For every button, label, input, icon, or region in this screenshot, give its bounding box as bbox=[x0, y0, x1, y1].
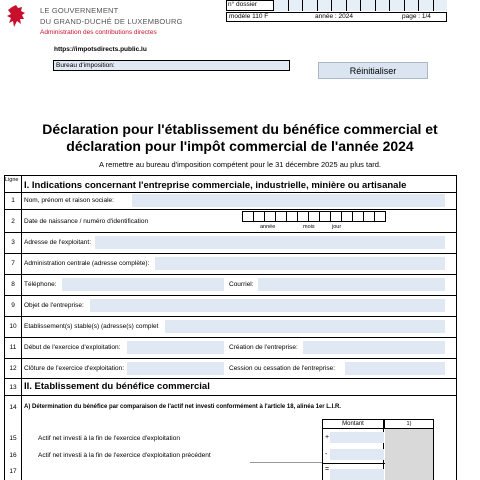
row-number: 9 bbox=[11, 302, 15, 309]
company-object-label: Objet de l'entreprise: bbox=[24, 302, 84, 309]
lion-emblem-icon bbox=[6, 5, 28, 29]
administration-name: Administration des contributions directes bbox=[40, 29, 157, 36]
fiscal-end-input[interactable] bbox=[127, 362, 224, 375]
divider bbox=[4, 175, 457, 176]
form-right-border bbox=[456, 175, 457, 480]
gov-name-line2: DU GRAND-DUCHÉ DE LUXEMBOURG bbox=[40, 17, 183, 26]
name-label: Nom, prénom et raison sociale: bbox=[24, 197, 114, 204]
row-number: 16 bbox=[9, 452, 17, 459]
central-admin-label: Administration centrale (adresse complète): bbox=[24, 260, 150, 267]
minus-sign: - bbox=[325, 451, 328, 458]
creation-label: Création de l'entreprise: bbox=[229, 344, 298, 351]
net-assets-diff-input[interactable] bbox=[330, 469, 384, 480]
divider bbox=[4, 358, 457, 359]
bureau-imposition-field[interactable] bbox=[53, 60, 290, 71]
model-label: modèle 110 F bbox=[229, 13, 269, 20]
form-title-line2: déclaration pour l'impôt commercial de l'année 2024 bbox=[66, 138, 414, 154]
divider bbox=[4, 209, 457, 210]
phone-input[interactable] bbox=[62, 278, 224, 291]
establishments-input[interactable] bbox=[165, 320, 445, 333]
year-caption: année bbox=[260, 224, 276, 230]
divider bbox=[4, 378, 457, 379]
divider bbox=[4, 274, 457, 275]
row-number: 13 bbox=[9, 384, 17, 391]
divider bbox=[4, 295, 457, 296]
establishments-label: Etablissement(s) stable(s) (adresse(s) complet bbox=[24, 323, 159, 330]
address-input[interactable] bbox=[95, 236, 445, 249]
cessation-input[interactable] bbox=[345, 362, 445, 375]
divider bbox=[4, 395, 457, 396]
website-url: https://impotsdirects.public.lu bbox=[54, 46, 147, 53]
name-input[interactable] bbox=[132, 194, 445, 207]
divider bbox=[4, 232, 457, 233]
year-label: année : 2024 bbox=[315, 13, 353, 20]
day-caption: jour bbox=[332, 224, 342, 230]
phone-label: Téléphone: bbox=[24, 281, 57, 288]
plus-sign: + bbox=[325, 434, 330, 441]
fiscal-start-input[interactable] bbox=[127, 341, 224, 354]
email-input[interactable] bbox=[258, 278, 445, 291]
row-number: 1 bbox=[11, 197, 15, 204]
row-number: 7 bbox=[11, 260, 15, 267]
montant-header: Montant bbox=[322, 419, 384, 429]
divider bbox=[4, 337, 457, 338]
page-label: page : 1/4 bbox=[402, 13, 431, 20]
ligne-header: Ligne bbox=[5, 177, 19, 183]
row-number: 17 bbox=[9, 468, 17, 475]
cessation-label: Cession ou cessation de l'entreprise: bbox=[229, 365, 336, 372]
row-number: 10 bbox=[9, 323, 17, 330]
net-assets-end-input[interactable] bbox=[330, 432, 384, 443]
address-label: Adresse de l'exploitant: bbox=[24, 239, 92, 246]
row-number: 8 bbox=[11, 281, 15, 288]
divider bbox=[250, 462, 322, 463]
email-label: Courriel: bbox=[229, 281, 254, 288]
net-assets-end-label: Actif net investi à la fin de l'exercice d'exploitation bbox=[38, 435, 180, 442]
row-number: 2 bbox=[11, 218, 15, 225]
net-assets-prev-input[interactable] bbox=[330, 449, 384, 460]
dossier-label: n° dossier bbox=[228, 1, 257, 8]
form-subtitle: A remettre au bureau d'imposition compétent pour le 31 décembre 2025 au plus tard. bbox=[98, 160, 382, 169]
row-number: 15 bbox=[9, 435, 17, 442]
note-header: 1) bbox=[384, 419, 434, 429]
divider bbox=[4, 192, 457, 193]
row-number: 14 bbox=[9, 404, 17, 411]
creation-input[interactable] bbox=[303, 341, 445, 354]
company-object-input[interactable] bbox=[90, 299, 445, 312]
model-info-row bbox=[226, 12, 447, 22]
row-number: 3 bbox=[11, 239, 15, 246]
dossier-number-input[interactable] bbox=[273, 0, 447, 11]
central-admin-input[interactable] bbox=[155, 257, 445, 270]
birthdate-label: Date de naissance / numéro d'identification bbox=[24, 218, 149, 225]
section2-heading: II. Etablissement du bénéfice commercial bbox=[24, 381, 210, 392]
form-title-line1: Déclaration pour l'établissement du bénéfice commercial et bbox=[42, 121, 438, 137]
net-assets-prev-label: Actif net investi à la fin de l'exercice d'exploitation précédent bbox=[38, 452, 211, 459]
divider bbox=[4, 316, 457, 317]
row-number: 11 bbox=[9, 344, 17, 351]
divider bbox=[322, 463, 385, 464]
reset-button[interactable]: Réinitialiser bbox=[318, 62, 428, 79]
birthdate-input[interactable] bbox=[243, 211, 386, 222]
equals-sign: = bbox=[325, 466, 330, 473]
row-number: 12 bbox=[9, 365, 17, 372]
month-caption: mois bbox=[303, 224, 315, 230]
gov-name-line1: LE GOUVERNEMENT bbox=[40, 6, 119, 15]
bureau-imposition-label: Bureau d'imposition: bbox=[56, 62, 115, 69]
fiscal-start-label: Début de l'exercice d'exploitation: bbox=[24, 344, 121, 351]
section-a-label: A) Détermination du bénéfice par comparaison de l'actif net investi conformément à l'article 18, alinéa 1er L.I.R. bbox=[24, 404, 341, 410]
note-column bbox=[385, 429, 434, 480]
divider bbox=[4, 253, 457, 254]
section1-heading: I. Indications concernant l'entreprise commerciale, industrielle, minière ou artisanale bbox=[24, 180, 407, 191]
fiscal-end-label: Clôture de l'exercice d'exploitation: bbox=[24, 365, 125, 372]
